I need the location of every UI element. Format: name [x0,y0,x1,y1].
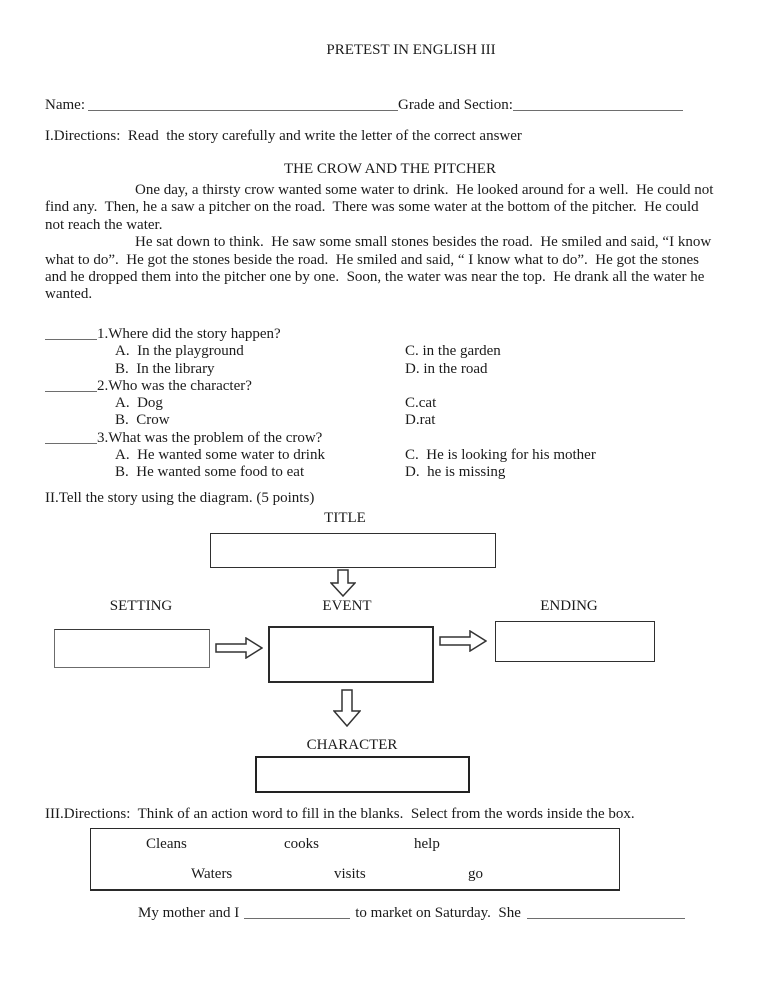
word-bank-item: Cleans [146,836,187,852]
sentence-blank-2 [527,906,685,919]
answer-blank [45,381,97,392]
diagram-title-label: TITLE [324,510,366,526]
story-line: wanted. [45,286,93,303]
right-arrow-icon [439,630,487,657]
diagram-setting-box [54,629,210,668]
story-line: what to do”. He got the stones beside the road. He smiled and said, “ I know what to do”. He got the stones [45,251,700,268]
name-label: Name: [45,97,85,113]
option-d: D. in the road [405,360,488,377]
fill-in-sentence [138,905,685,922]
diagram-event-box [268,626,434,683]
right-arrow-icon [215,637,263,664]
word-bank-box [90,828,620,891]
name-blank [88,98,398,111]
question-2-options-ac [45,395,727,412]
option-c: C.cat [405,395,437,412]
story-line: and he dropped them into the pitcher one by one. Soon, the water was near the top. He drank all the water he [45,269,705,286]
diagram-ending-box [495,621,655,662]
word-bank-item: help [414,836,440,852]
word-bank-item: cooks [284,836,319,852]
question-1 [45,326,727,343]
story-line: not reach the water. [45,216,163,233]
story-line: One day, a thirsty crow wanted some water to drink. He looked around for a well. He could not [135,182,714,198]
down-arrow-icon [333,689,361,732]
option-d: D.rat [405,412,436,429]
option-a: A. He wanted some water to drink [115,447,325,464]
section3-directions: III.Directions: Think of an action word to fill in the blanks. Select from the words inside the box. [45,806,635,822]
question-2 [45,378,727,395]
diagram-setting-label: SETTING [109,598,173,614]
question-text: 1.Where did the story happen? [97,326,281,342]
story-line: He sat down to think. He saw some small stones besides the road. He smiled and said, “I know [135,234,712,251]
diagram-event-label: EVENT [322,598,372,614]
question-text: 3.What was the problem of the crow? [97,429,323,446]
word-bank-item: Waters [191,866,233,882]
answer-blank [45,329,97,340]
question-1-options-ac [45,343,727,360]
diagram-character-label: CHARACTER [306,737,398,753]
name-grade-line [45,97,725,114]
option-d: D. he is missing [405,464,506,481]
sentence-blank-1 [244,906,350,919]
sentence-part-1: My mother and I [138,905,240,921]
option-a: A. In the playground [115,343,244,360]
option-c: C. He is looking for his mother [405,447,596,464]
word-bank-item: visits [334,866,366,882]
questions-block [45,326,727,482]
story-text [45,182,729,304]
option-b: B. In the library [115,360,215,377]
section2-directions: II.Tell the story using the diagram. (5 points) [45,490,315,506]
answer-blank [45,433,97,444]
word-bank-item: go [468,866,483,882]
story-title: THE CROW AND THE PITCHER [284,161,496,177]
question-3-options-ac [45,447,727,464]
question-1-options-bd [45,361,727,378]
question-3-options-bd [45,464,727,481]
question-2-options-bd [45,412,727,429]
option-c: C. in the garden [405,343,501,360]
option-a: A. Dog [115,395,163,412]
question-3 [45,430,727,447]
option-b: B. Crow [115,412,170,429]
diagram-title-box [210,533,496,568]
section1-directions: I.Directions: Read the story carefully and write the letter of the correct answer [45,128,522,144]
story-line: find any. Then, he a saw a pitcher on the road. There was some water at the bottom of the pitcher. He could [45,199,699,216]
option-b: B. He wanted some food to eat [115,464,305,481]
diagram-character-box [255,756,470,793]
sentence-part-2: to market on Saturday. She [355,905,521,921]
grade-section-label: Grade and Section: [397,97,513,113]
question-text: 2.Who was the character? [97,377,252,394]
grade-section-blank [513,98,683,111]
page-title: PRETEST IN ENGLISH III [326,42,496,58]
diagram-ending-label: ENDING [540,598,598,614]
